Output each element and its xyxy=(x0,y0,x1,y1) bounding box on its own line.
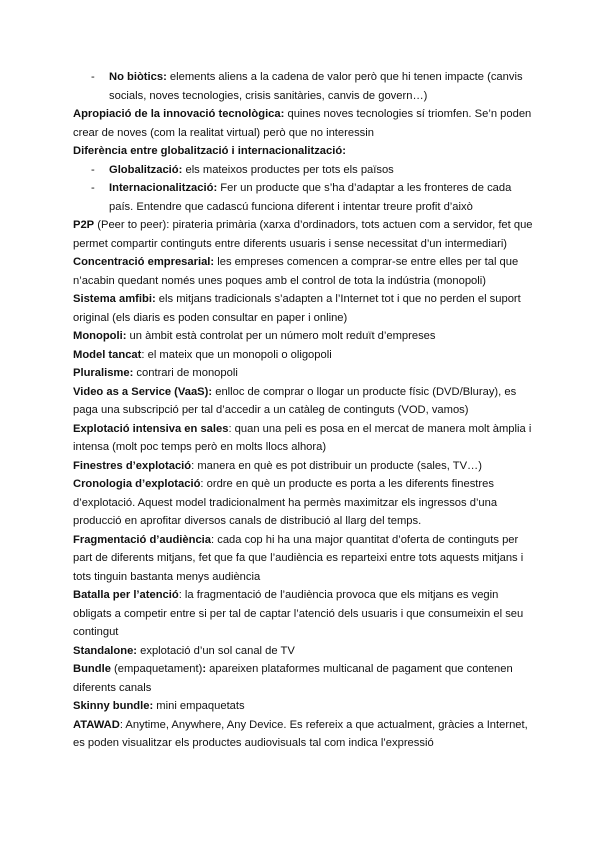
paragraph-sistema-amfibi xyxy=(73,290,535,327)
term-skinny-bundle: Skinny bundle: xyxy=(73,700,154,712)
term-batalla: Batalla per l’atenció xyxy=(73,589,179,601)
definition-finestres: : manera en què es pot distribuir un producte (sales, TV…) xyxy=(191,459,482,472)
definition-globalitzacio: els mateixos productes per tots els països xyxy=(182,163,394,176)
paragraph-apropiacio xyxy=(73,105,535,142)
paragraph-model-tancat xyxy=(73,346,535,365)
document-body xyxy=(73,68,535,753)
definition-monopoli: un àmbit està controlat per un número molt reduït d’empreses xyxy=(126,330,436,342)
term-explotacio-intensiva: Explotació intensiva en sales xyxy=(73,422,229,435)
term-model-tancat: Model tancat xyxy=(73,348,142,361)
term-globalitzacio: Globalització: xyxy=(109,163,183,176)
definition-skinny-bundle: mini empaquetats xyxy=(153,700,245,712)
term-pluralisme: Pluralisme: xyxy=(73,367,134,379)
term-fragmentacio: Fragmentació d’audiència xyxy=(73,533,212,546)
bullet-dash: - xyxy=(91,163,95,176)
bullet-dash: - xyxy=(91,71,95,83)
list-item-internacionalitzacio xyxy=(73,179,535,216)
definition-atawad: : Anytime, Anywhere, Any Device. Es refereix a que actualment, gràcies a Internet, es poden visualitzar els productes audiovisuals tal com indica l’expressió xyxy=(73,718,528,749)
term-cronologia: Cronologia d’explotació xyxy=(73,478,201,490)
definition-apropiacio: quines noves tecnologies sí triomfen. Se’n poden crear de noves (com la realitat virtual) però que no interessin xyxy=(73,108,532,139)
term-finestres: Finestres d’explotació xyxy=(73,459,192,472)
term-apropiacio: Apropiació de la innovació tecnològica: xyxy=(73,108,285,120)
bullet-dash: - xyxy=(91,182,95,194)
paragraph-pluralisme xyxy=(73,364,535,383)
term-standalone: Standalone: xyxy=(73,644,138,657)
definition-fragmentacio: : cada cop hi ha una major quantitat d’oferta de continguts per part de diferents mitjans, fet que fa que l’audiència es reparteixi entre tots aquests mitjans i tots tinguin bastanta menys audiència xyxy=(73,533,524,583)
paragraph-finestres xyxy=(73,457,535,476)
paragraph-fragmentacio xyxy=(73,531,535,587)
paragraph-bundle xyxy=(73,660,535,697)
term-atawad: ATAWAD xyxy=(73,718,120,731)
term-sistema-amfibi: Sistema amfibi: xyxy=(73,293,156,305)
definition-pluralisme: contrari de monopoli xyxy=(133,367,238,379)
definition-model-tancat: : el mateix que un monopoli o oligopoli xyxy=(141,348,332,361)
definition-concentracio: les empreses comencen a comprar-se entre elles per tal que n’acabin quedant només unes poques amb el control de tota la indústria (monopoli) xyxy=(73,256,519,287)
definition-standalone: explotació d’un sol canal de TV xyxy=(137,644,295,657)
definition-vaas: enlloc de comprar o llogar un producte físic (DVD/Bluray), es paga una subscripció per tal d’accedir a un catàleg de continguts (VOD, vamos) xyxy=(73,385,517,416)
definition-bundle: apareixen plataformes multicanal de pagament que contenen diferents canals xyxy=(73,663,513,694)
bundle-aside: (empaquetament) xyxy=(110,663,203,675)
paragraph-p2p xyxy=(73,216,535,253)
paragraph-concentracio xyxy=(73,253,535,290)
term-p2p: P2P xyxy=(73,219,95,231)
paragraph-explotacio-intensiva xyxy=(73,420,535,457)
heading-diferencia: Diferència entre globalització i internacionalització: xyxy=(73,145,346,157)
paragraph-batalla xyxy=(73,586,535,642)
paragraph-vaas xyxy=(73,383,535,420)
definition-batalla: : la fragmentació de l’audiència provoca que els mitjans es vegin obligats a competir entre si per tal de captar l’atenció dels usuaris i que consumeixin el seu contingut xyxy=(73,589,524,638)
list-item-globalitzacio xyxy=(73,161,535,180)
term-monopoli: Monopoli: xyxy=(73,330,127,342)
list-item-no-biotics xyxy=(73,68,535,105)
paragraph-skinny-bundle xyxy=(73,697,535,716)
bundle-colon: : xyxy=(202,663,207,675)
definition-no-biotics: elements aliens a la cadena de valor però que hi tenen impacte (canvis socials, noves tecnologies, crisis sanitàries, canvis de govern…) xyxy=(109,71,523,102)
term-vaas: Video as a Service (VaaS): xyxy=(73,385,213,398)
definition-sistema-amfibi: els mitjans tradicionals s’adapten a l’Internet tot i que no perden el suport original (els diaris es poden consultar en paper i online) xyxy=(73,293,521,324)
definition-p2p: (Peer to peer): pirateria primària (xarxa d’ordinadors, tots actuen com a servidor, fet que permet compartir continguts entre diferents usuaris i sense necessitat d’un intermediari) xyxy=(73,219,533,250)
definition-explotacio-intensiva: : quan una peli es posa en el mercat de manera molt àmplia i intensa (molt poc temps però en molts llocs alhora) xyxy=(73,422,532,453)
paragraph-cronologia xyxy=(73,475,535,531)
paragraph-atawad xyxy=(73,716,535,753)
definition-internacionalitzacio: Fer un producte que s’ha d’adaptar a les fronteres de cada país. Entendre que cadascú funciona diferent i intentar treure profit d’això xyxy=(109,182,512,213)
paragraph-standalone xyxy=(73,642,535,661)
definition-cronologia: : ordre en què un producte es porta a les diferents finestres d’explotació. Aquest model tradicionalment ha permès maximitzar els ingressos d’una producció en aprofitar diversos canals de distribució al llarg del temps. xyxy=(73,478,498,527)
paragraph-monopoli xyxy=(73,327,535,346)
term-bundle: Bundle xyxy=(73,663,111,675)
term-concentracio: Concentració empresarial: xyxy=(73,256,215,268)
term-internacionalitzacio: Internacionalització: xyxy=(109,182,218,194)
term-no-biotics: No biòtics: xyxy=(109,71,167,83)
